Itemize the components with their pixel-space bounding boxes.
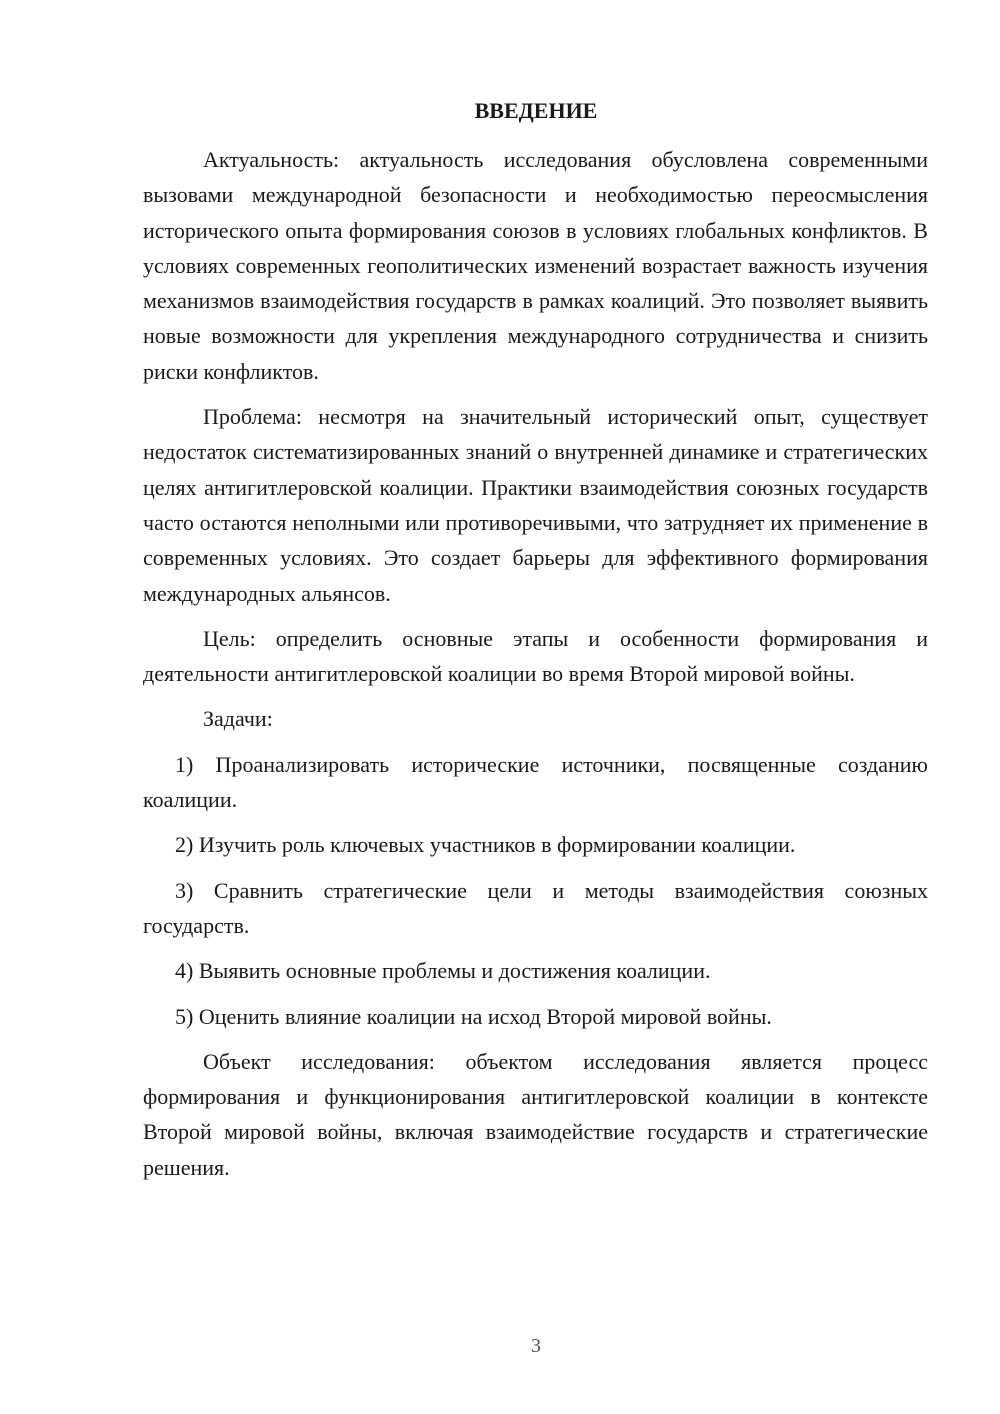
paragraph-goal: Цель: определить основные этапы и особенности формирования и деятельности антигитлеровской коалиции во время Второй мировой войны. <box>143 625 928 687</box>
task-item-2: 2) Изучить роль ключевых участников в формировании коалиции. <box>175 832 796 858</box>
paragraph-problem: Проблема: несмотря на значительный исторический опыт, существует недостаток систематизированных знаний о внутренней динамике и стратегических целях антигитлеровской коалиции. Практики взаимодействия союзных государств часто остаются неполными или противоречивыми, что затрудняет их применение в современных условиях. Это создает барьеры для эффективного формирования международных альянсов. <box>143 404 928 606</box>
task-item-4: 4) Выявить основные проблемы и достижения коалиции. <box>175 958 711 984</box>
task-item-5: 5) Оценить влияние коалиции на исход Второй мировой войны. <box>175 1003 772 1029</box>
paragraph-relevance: Актуальность: актуальность исследования обусловлена современными вызовами международной безопасности и необходимостью переосмысления исторического опыта формирования союзов в условиях глобальных конфликтов. В условиях современных геополитических изменений возрастает важность изучения механизмов взаимодействия государств в рамках коалиций. Это позволяет выявить новые возможности для укрепления международного сотрудничества и снизить риски конфликтов. <box>143 147 928 384</box>
task-item-3: 3) Сравнить стратегические цели и методы взаимодействия союзных государств. <box>143 877 928 938</box>
page-title: ВВЕДЕНИЕ <box>474 98 598 123</box>
document-body <box>143 142 928 1185</box>
paragraph-tasks-heading: Задачи: <box>203 706 273 732</box>
paragraph-object: Объект исследования: объектом исследования является процесс формирования и функционирования антигитлеровской коалиции в контексте Второй мировой войны, включая взаимодействие государств и стратегические решения. <box>143 1048 928 1180</box>
task-item-1: 1) Проанализировать исторические источники, посвященные созданию коалиции. <box>143 751 928 813</box>
page-number: 3 <box>531 1335 541 1357</box>
